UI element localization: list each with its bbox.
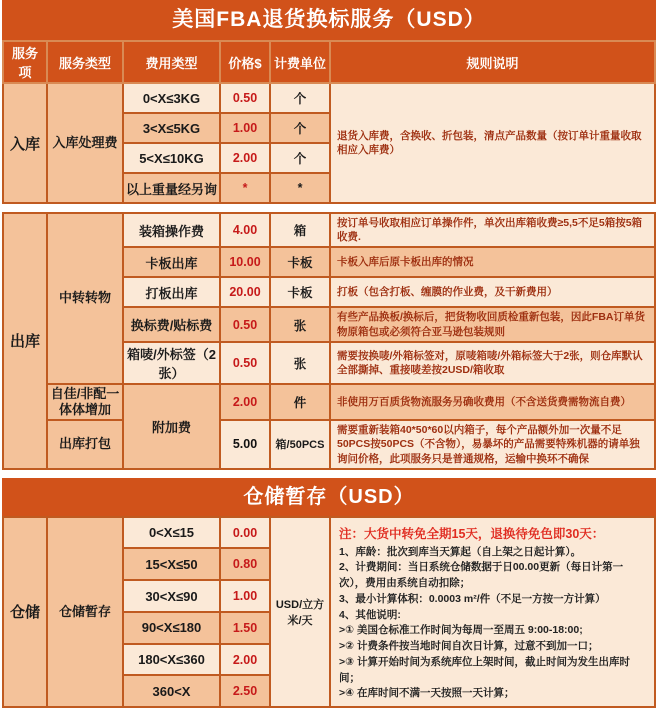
type-cell-outpack: 出库打包 [47,420,123,469]
note-line: >① 美国仓标准工作时间为每周一至周五 9:00-18:00; [339,624,583,637]
service-cell-inbound: 入库 [3,83,47,203]
fee-cell: 装箱操作费 [123,213,220,247]
unit-cell: 张 [270,307,330,341]
page-title: 美国FBA退货换标服务（USD） [2,0,656,40]
fee-cell: 箱唛/外标签（2张） [123,342,220,384]
section-divider [2,204,656,212]
col-header-price: 价格$ [220,41,270,83]
col-header-service: 服务项 [3,41,47,83]
fee-cell: 打板出库 [123,277,220,307]
unit-cell: 个 [270,143,330,173]
fee-cell: 3<X≤5KG [123,113,220,143]
table-row [3,83,655,113]
fee-cell: 5<X≤10KG [123,143,220,173]
table-row [3,384,655,421]
note-line: 3、最小计算体积：0.0003 m²/件（不足一方按一方计算） [339,592,606,605]
unit-cell: 箱 [270,213,330,247]
service-cell-outbound: 出库 [3,213,47,469]
note-line: >③ 计算开始时间为系统库位上架时间，截止时间为发生出库时间； [339,655,630,684]
note-line: 2、计费期间：当日系统仓储数据于日00.00更新（每日计第一次），费用由系统自动扣除； [339,561,624,590]
fee-cell-surcharge: 附加费 [123,384,220,469]
price-cell: 1.00 [220,113,270,143]
price-cell: 0.80 [220,548,270,580]
storage-band-title: 仓储暂存（USD） [2,478,656,516]
rule-cell: 按订单号收取相应订单操作件，单次出库箱收费≥5,5不足5箱按5箱收费. [330,213,655,247]
rule-cell: 卡板入库后原卡板出库的情况 [330,247,655,277]
service-cell-storage: 仓储 [3,517,47,708]
note-line: >④ 在库时间不满一天按照一天计算； [339,687,515,700]
table-row [3,517,655,549]
rule-cell: 需要重新装箱40*50*60以内箱子，每个产品额外加一次量不足50PCS按50PCS（不含物），易暴坏的产品需要特殊机器的请单独询问价格，此项服务只是普通规格，运输中换环不确保 [330,420,655,469]
table-row [3,420,655,469]
price-cell: 1.00 [220,580,270,612]
type-cell-storage: 仓储暂存 [47,517,123,708]
note-line: 1、库龄：批次到库当天算起（自上架之日起计算）。 [339,545,582,558]
col-header-rules: 规则说明 [330,41,655,83]
price-cell: 2.00 [220,143,270,173]
fee-cell: 180<X≤360 [123,644,220,676]
rule-cell: 打板（包含打板、缠膜的作业费，及干新费用） [330,277,655,307]
fee-cell: 换标费/贴标费 [123,307,220,341]
pricing-sheet [2,0,656,708]
fee-cell: 0<X≤3KG [123,83,220,113]
unit-cell: 卡板 [270,277,330,307]
price-cell: 2.00 [220,644,270,676]
price-cell: 2.00 [220,384,270,421]
price-cell: 4.00 [220,213,270,247]
table-header-row [3,41,655,83]
note-line: >② 计费条件按当地时间自次日计算，过意不到加一口； [339,640,599,653]
price-cell: 20.00 [220,277,270,307]
note-line: 4、其他说明: [339,608,401,621]
unit-cell: 张 [270,342,330,384]
price-cell: 5.00 [220,420,270,469]
price-cell: 0.00 [220,517,270,549]
main-table [2,40,656,204]
fee-cell: 0<X≤15 [123,517,220,549]
unit-cell: 个 [270,83,330,113]
price-cell: 0.50 [220,307,270,341]
unit-cell: 个 [270,113,330,143]
rule-cell: 非使用万百质货物流服务另确收费用（不含送货费需物流自费） [330,384,655,421]
fee-cell: 卡板出库 [123,247,220,277]
fee-cell: 90<X≤180 [123,612,220,644]
rule-cell-inbound: 退货入库费，含换收、折包装，清点产品数量（按订单计重量收取相应入库费） [330,83,655,203]
unit-cell: 件 [270,384,330,421]
unit-cell: 箱/50PCS [270,420,330,469]
outbound-table [2,212,656,470]
table-row [3,213,655,247]
type-cell-selfextra: 自佳/非配一体体增加 [47,384,123,421]
rule-cell: 需要按换唛/外箱标签对，原唛箱唛/外箱标签大于2张，则仓库默认全部撕掉、重接唛差按2USD/箱收取 [330,342,655,384]
note-title: 注：大货中转免全期15天，退换待免色即30天： [339,526,605,541]
price-cell: 0.50 [220,342,270,384]
price-cell: 0.50 [220,83,270,113]
price-cell: 1.50 [220,612,270,644]
fee-cell: 360<X [123,675,220,707]
price-cell: 10.00 [220,247,270,277]
col-header-unit: 计费单位 [270,41,330,83]
col-header-fee-type: 费用类型 [123,41,220,83]
col-header-service-type: 服务类型 [47,41,123,83]
fee-cell: 15<X≤50 [123,548,220,580]
unit-cell-storage: USD/立方米/天 [270,517,330,708]
fee-cell: 30<X≤90 [123,580,220,612]
fee-cell: 以上重量经另询 [123,173,220,203]
type-cell-inbound: 入库处理费 [47,83,123,203]
storage-note-cell [330,517,655,708]
unit-cell: * [270,173,330,203]
price-cell: 2.50 [220,675,270,707]
storage-table [2,516,656,708]
unit-cell: 卡板 [270,247,330,277]
type-cell-transfer: 中转转物 [47,213,123,384]
rule-cell: 有些产品换板/换标后，把货物收回质检重新包装，因此FBA订单货物原箱包或必须符合亚马逊包装规则 [330,307,655,341]
price-cell: * [220,173,270,203]
